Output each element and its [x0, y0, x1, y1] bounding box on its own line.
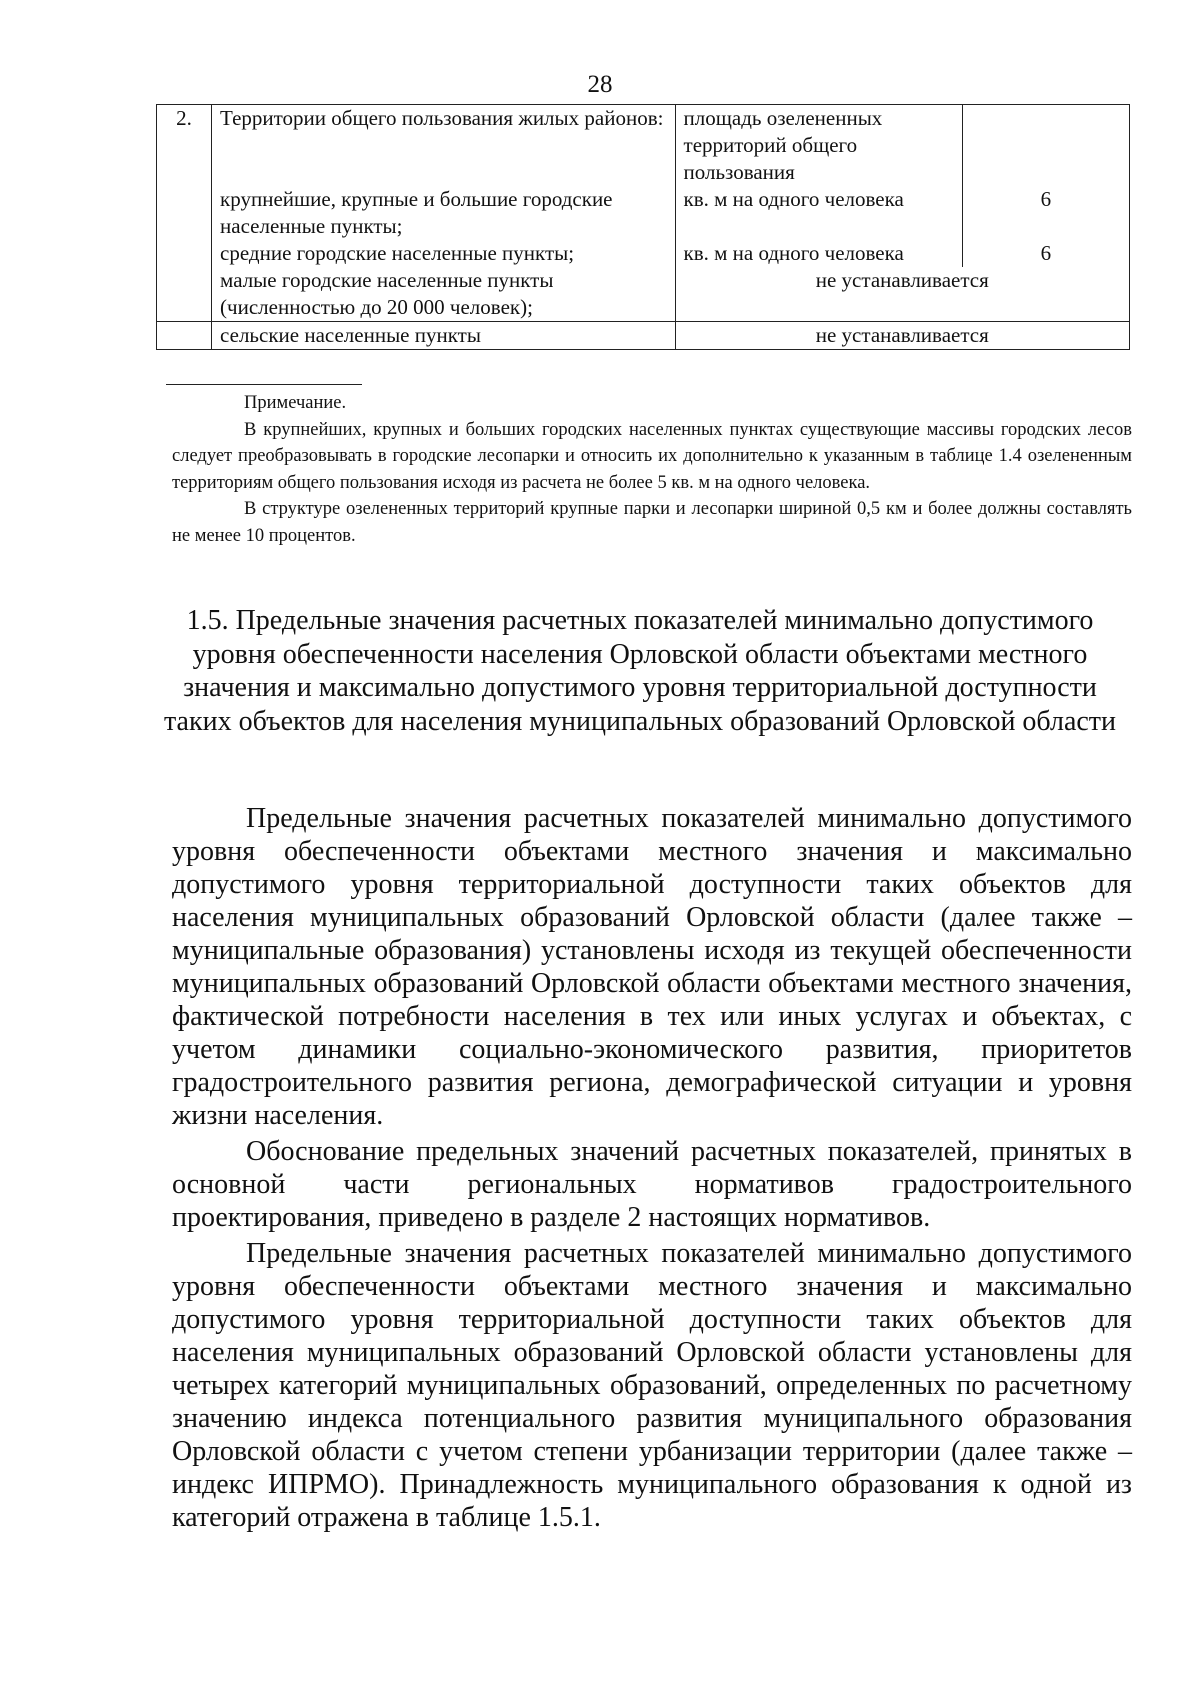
- note-paragraph: В структуре озелененных территорий крупные парки и лесопарки шириной 0,5 км и более должны составлять не менее 10 процентов.: [172, 499, 1132, 546]
- body-paragraph: Обоснование предельных значений расчетных показателей, принятых в основной части региональных нормативов градостроительного проектирования, приведено в разделе 2 настоящих нормативов.: [172, 1136, 1132, 1233]
- merged-value-cell: не устанавливается: [675, 322, 1129, 350]
- settlement-name: средние городские населенные пункты;: [212, 240, 675, 267]
- merged-value-cell: не устанавливается: [675, 267, 1129, 322]
- page-number: 28: [587, 71, 613, 98]
- section-heading: 1.5. Предельные значения расчетных показателей минимально допустимого уровня обеспеченности населения Орловской области объектами местного значения и максимально допустимого уровня территориальной доступности таких объектов для населения муниципальных образований Орловской области: [163, 605, 1117, 737]
- table-row: [157, 322, 1130, 350]
- unit-cell: кв. м на одного человека: [675, 240, 962, 267]
- territory-title: Территории общего пользования жилых районов:: [212, 105, 675, 187]
- settlement-name: малые городские населенные пункты (численностью до 20 000 человек);: [212, 267, 675, 322]
- unit-cell: кв. м на одного человека: [675, 186, 962, 240]
- value-cell: 6: [962, 186, 1129, 240]
- row-number-empty: [157, 322, 212, 350]
- table-row: [157, 240, 1130, 267]
- note-title: Примечание.: [244, 393, 347, 413]
- settlement-name: крупнейшие, крупные и большие городские населенные пункты;: [212, 186, 675, 240]
- body-paragraph: Предельные значения расчетных показателей минимально допустимого уровня обеспеченности объектами местного значения и максимально допустимого уровня территориальной доступности таких объектов для населения муниципальных образований Орловской области установлены для четырех категорий муниципальных образований, определенных по расчетному значению индекса потенциального развития муниципального образования Орловской области с учетом степени урбанизации территории (далее также – индекс ИПРМО). Принадлежность муниципального образования к одной из категорий отражена в таблице 1.5.1.: [172, 1238, 1132, 1533]
- footnote-divider: [166, 384, 362, 385]
- table-row: [157, 267, 1130, 322]
- body-paragraph: Предельные значения расчетных показателей минимально допустимого уровня обеспеченности объектами местного значения и максимально допустимого уровня территориальной доступности таких объектов для населения муниципальных образований Орловской области (далее также – муниципальные образования) установлены исходя из текущей обеспеченности муниципальных образований Орловской области объектами местного значения, фактической потребности населения в тех или иных услугах и объектах, с учетом динамики социально-экономического развития, приоритетов градостроительного развития региона, демографической ситуации и уровня жизни населения.: [172, 803, 1132, 1131]
- table-row: [157, 105, 1130, 187]
- body-text: [172, 802, 1132, 1537]
- norms-table: [156, 104, 1130, 350]
- settlement-name: сельские населенные пункты: [212, 322, 675, 350]
- table-row: [157, 186, 1130, 240]
- value-cell: 6: [962, 240, 1129, 267]
- row-number: 2.: [157, 105, 212, 322]
- notes-block: [172, 390, 1132, 549]
- note-paragraph: В крупнейших, крупных и больших городских населенных пунктах существующие массивы городских лесов следует преобразовывать в городские лесопарки и относить их дополнительно к указанным в таблице 1.4 озелененным территориям общего пользования исходя из расчета не более 5 кв. м на одного человека.: [172, 419, 1132, 493]
- value-cell: [962, 105, 1129, 187]
- indicator-title: площадь озелененных территорий общего пользования: [675, 105, 962, 187]
